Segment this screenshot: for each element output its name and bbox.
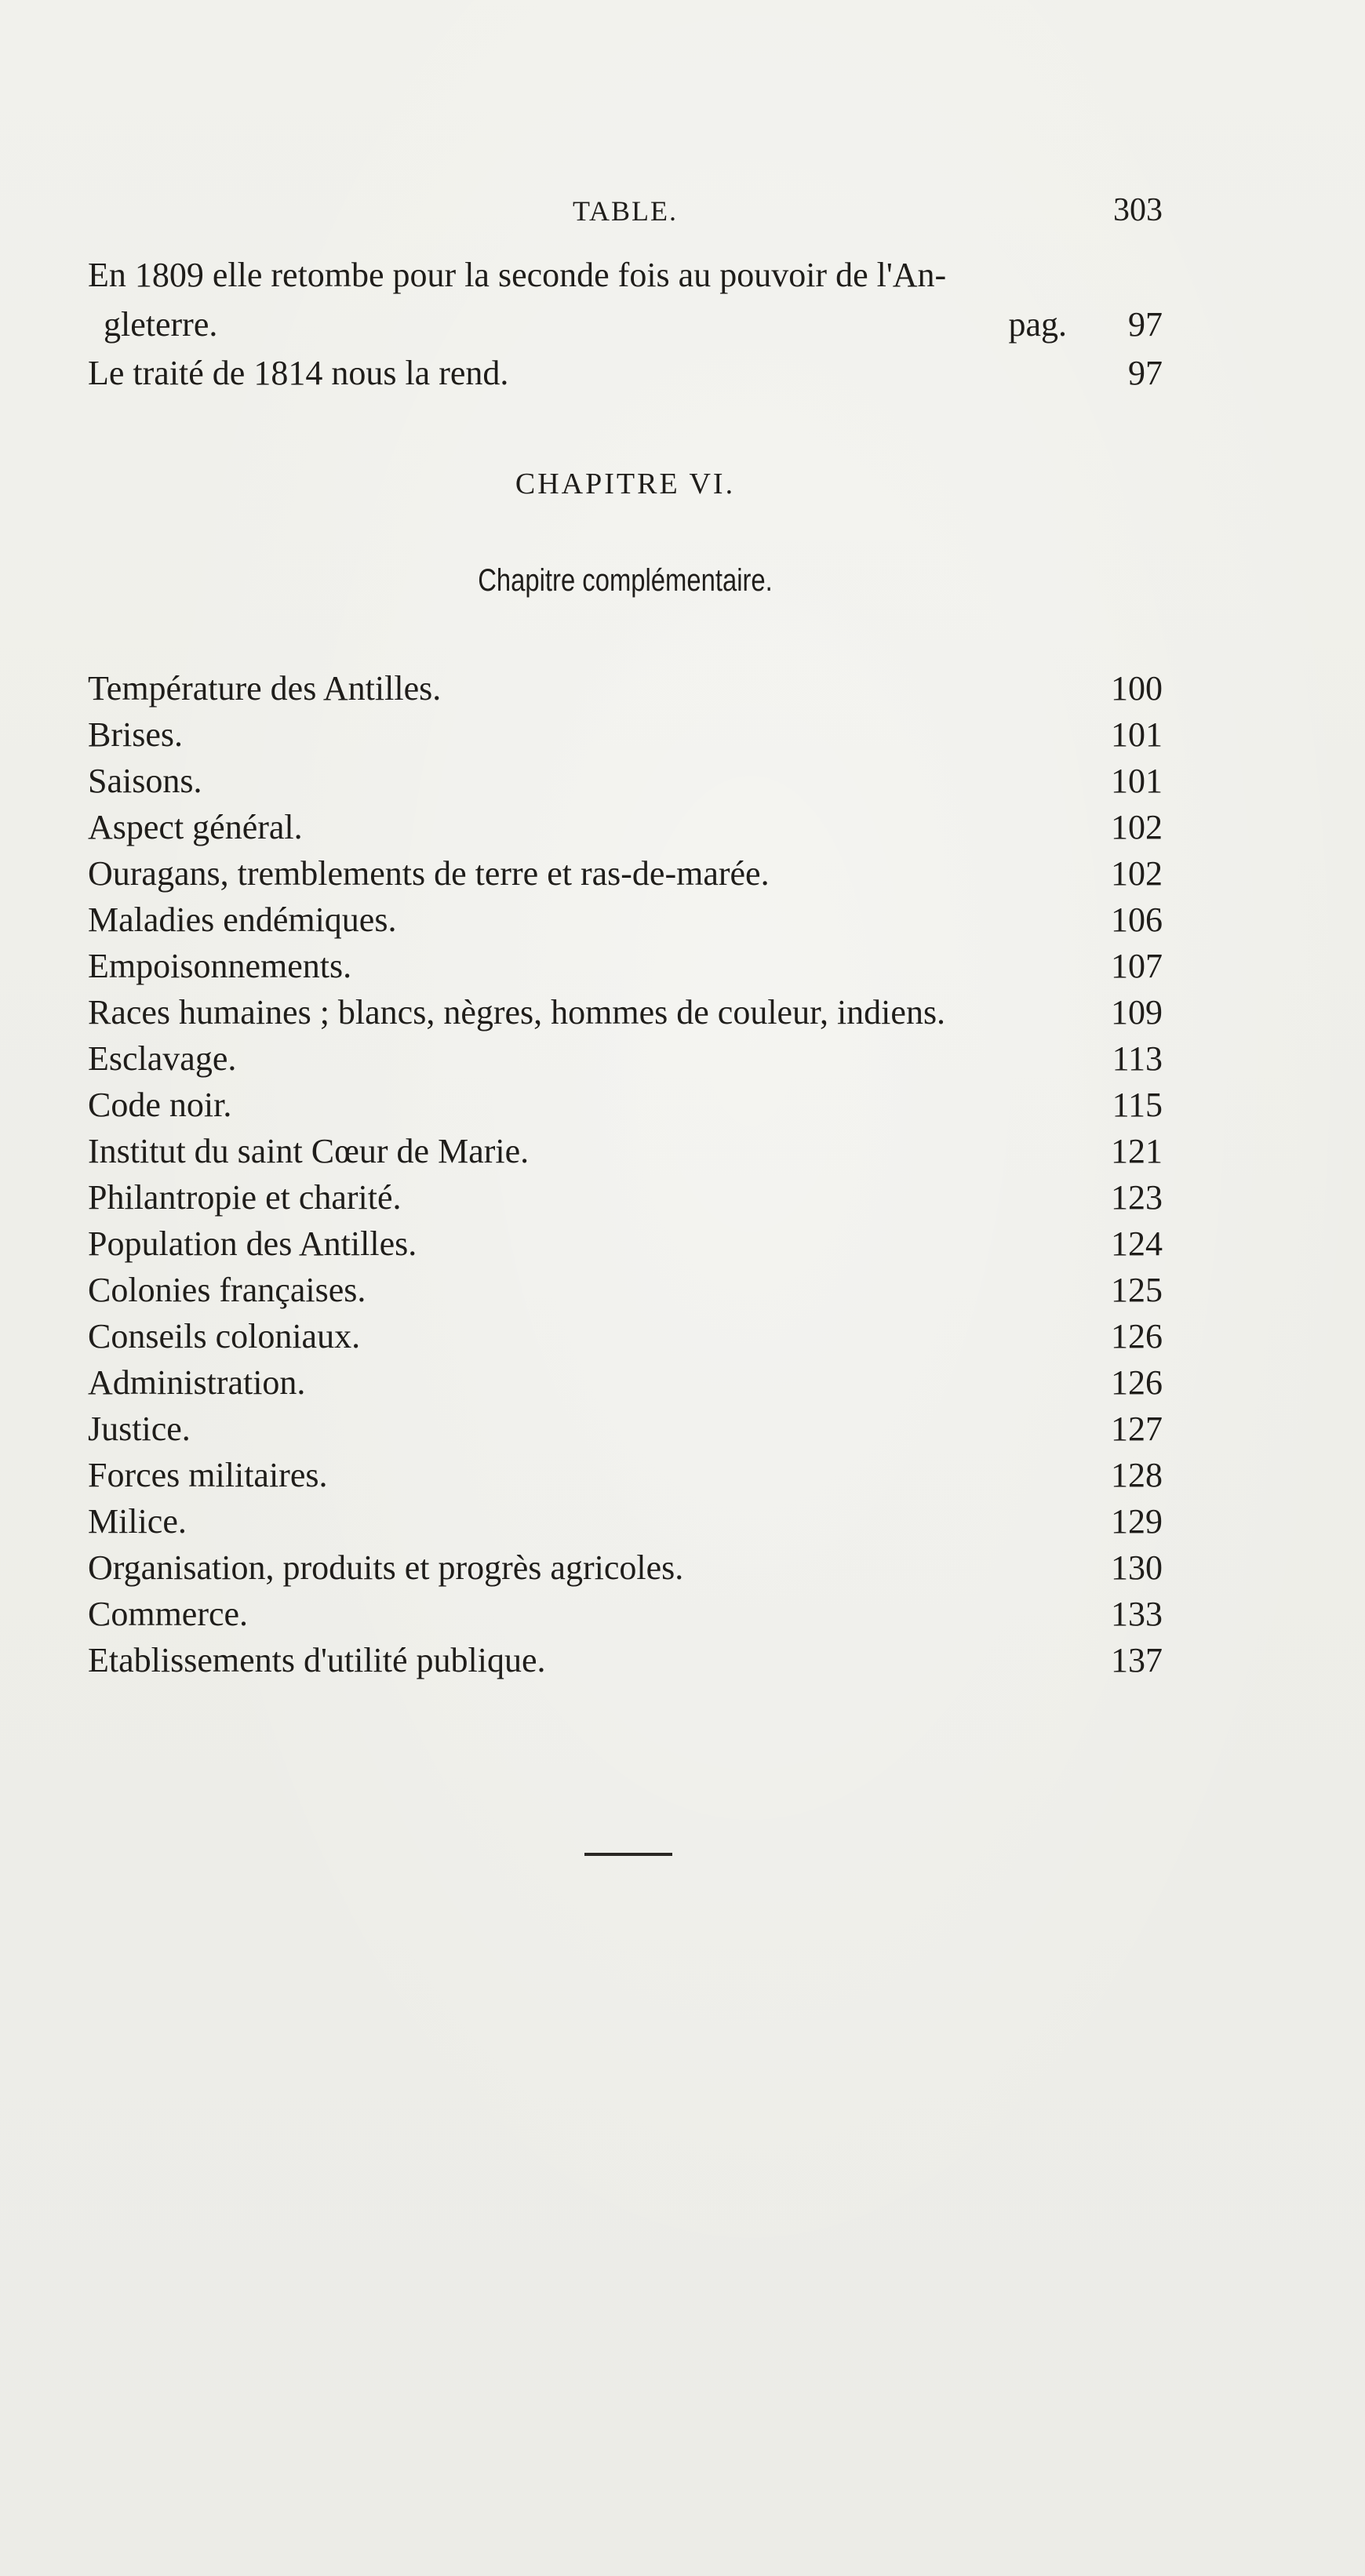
toc-entry-text: Milice. (88, 1502, 187, 1541)
toc-entry-page: 102 (1111, 854, 1163, 893)
toc-entry-text: Le traité de 1814 nous la rend. (88, 354, 509, 392)
toc-entry-text: Philantropie et charité. (88, 1178, 402, 1217)
toc-entry-page: 130 (1111, 1548, 1163, 1587)
toc-entry-page: 121 (1111, 1132, 1163, 1170)
toc-entry (88, 1129, 1163, 1174)
toc-entry (88, 1453, 1163, 1498)
toc-entry-text: Conseils coloniaux. (88, 1317, 361, 1355)
toc-entry (88, 351, 1163, 396)
toc-entry (88, 1221, 1163, 1267)
toc-entry (88, 1406, 1163, 1452)
toc-entry-text: Maladies endémiques. (88, 901, 397, 939)
toc-entry (88, 990, 1163, 1035)
page-number: 303 (1113, 192, 1163, 228)
toc-entry-text: Commerce. (88, 1595, 249, 1633)
toc-entry (88, 1360, 1163, 1406)
toc-entry-text: gleterre. (104, 305, 218, 344)
toc-entry (88, 1592, 1163, 1637)
toc-entry (88, 1499, 1163, 1545)
toc-entry (88, 897, 1163, 943)
toc-entry-text: Forces militaires. (88, 1456, 328, 1494)
toc-entry-text: Population des Antilles. (88, 1224, 417, 1263)
toc-entry-text: Institut du saint Cœur de Marie. (88, 1132, 530, 1170)
toc-entry (88, 666, 1163, 711)
toc-entry (88, 759, 1163, 804)
toc-entry (88, 805, 1163, 850)
toc-entry-text: Ouragans, tremblements de terre et ras-de-marée. (88, 854, 770, 893)
toc-entry-text: Saisons. (88, 762, 202, 800)
toc-entry-page: 124 (1111, 1224, 1163, 1263)
toc-entry-page: 137 (1111, 1641, 1163, 1679)
toc-entry-page: 107 (1111, 947, 1163, 985)
pag-label: pag. (1008, 305, 1067, 344)
toc-entry-page: 125 (1111, 1271, 1163, 1309)
toc-entry-page: 101 (1111, 715, 1163, 754)
toc-entry-page: 127 (1111, 1410, 1163, 1448)
toc-entry-text: Température des Antilles. (88, 669, 442, 708)
toc-entry (88, 1638, 1163, 1683)
toc-entry (88, 302, 1163, 347)
toc-entry-text: Empoisonnements. (88, 947, 352, 985)
toc-entry-page: 129 (1111, 1502, 1163, 1541)
toc-entry (88, 712, 1163, 758)
toc-entry (88, 253, 1163, 298)
toc-entry-text: Aspect général. (88, 808, 303, 846)
toc-entry-page: 106 (1111, 901, 1163, 939)
toc-entry (88, 1545, 1163, 1591)
toc-entry-page: 97 (1128, 305, 1163, 344)
toc-entry (88, 944, 1163, 989)
page-header (88, 192, 1163, 234)
toc-entry-page: 113 (1112, 1039, 1163, 1078)
toc-entry-page: 128 (1111, 1456, 1163, 1494)
toc-entry (88, 1175, 1163, 1221)
toc-entry-text: Administration. (88, 1363, 306, 1402)
toc-entry-text: Colonies françaises. (88, 1271, 366, 1309)
toc-entry-page: 115 (1112, 1086, 1163, 1124)
toc-entry-text: Races humaines ; blancs, nègres, hommes de couleur, indiens. (88, 993, 946, 1031)
toc-entry-page: 123 (1111, 1178, 1163, 1217)
chapter-subtitle: Chapitre complémentaire. (478, 563, 773, 598)
toc-entry-text: Esclavage. (88, 1039, 237, 1078)
end-rule (584, 1853, 672, 1856)
toc-entry-page: 133 (1111, 1595, 1163, 1633)
toc-entry-page: 126 (1111, 1363, 1163, 1402)
toc-entry (88, 1082, 1163, 1128)
toc-entry-page: 101 (1111, 762, 1163, 800)
toc-entry-page: 100 (1111, 669, 1163, 708)
toc-entry-text: Organisation, produits et progrès agricoles. (88, 1548, 684, 1587)
toc-entry-text: En 1809 elle retombe pour la seconde fois au pouvoir de l'An- (88, 256, 947, 294)
toc-entry (88, 851, 1163, 897)
toc-entry-page: 109 (1111, 993, 1163, 1031)
toc-entry (88, 1036, 1163, 1082)
toc-entry-text: Code noir. (88, 1086, 232, 1124)
toc-entry-text: Etablissements d'utilité publique. (88, 1641, 546, 1679)
toc-entry-text: Brises. (88, 715, 183, 754)
toc-entry-text: Justice. (88, 1410, 191, 1448)
running-title: TABLE. (572, 195, 679, 227)
toc-entry (88, 1314, 1163, 1359)
toc-entry-page: 102 (1111, 808, 1163, 846)
toc-entry (88, 1268, 1163, 1313)
toc-entry-page: 97 (1128, 354, 1163, 392)
toc-entry-page: 126 (1111, 1317, 1163, 1355)
chapter-heading: CHAPITRE VI. (515, 468, 736, 500)
